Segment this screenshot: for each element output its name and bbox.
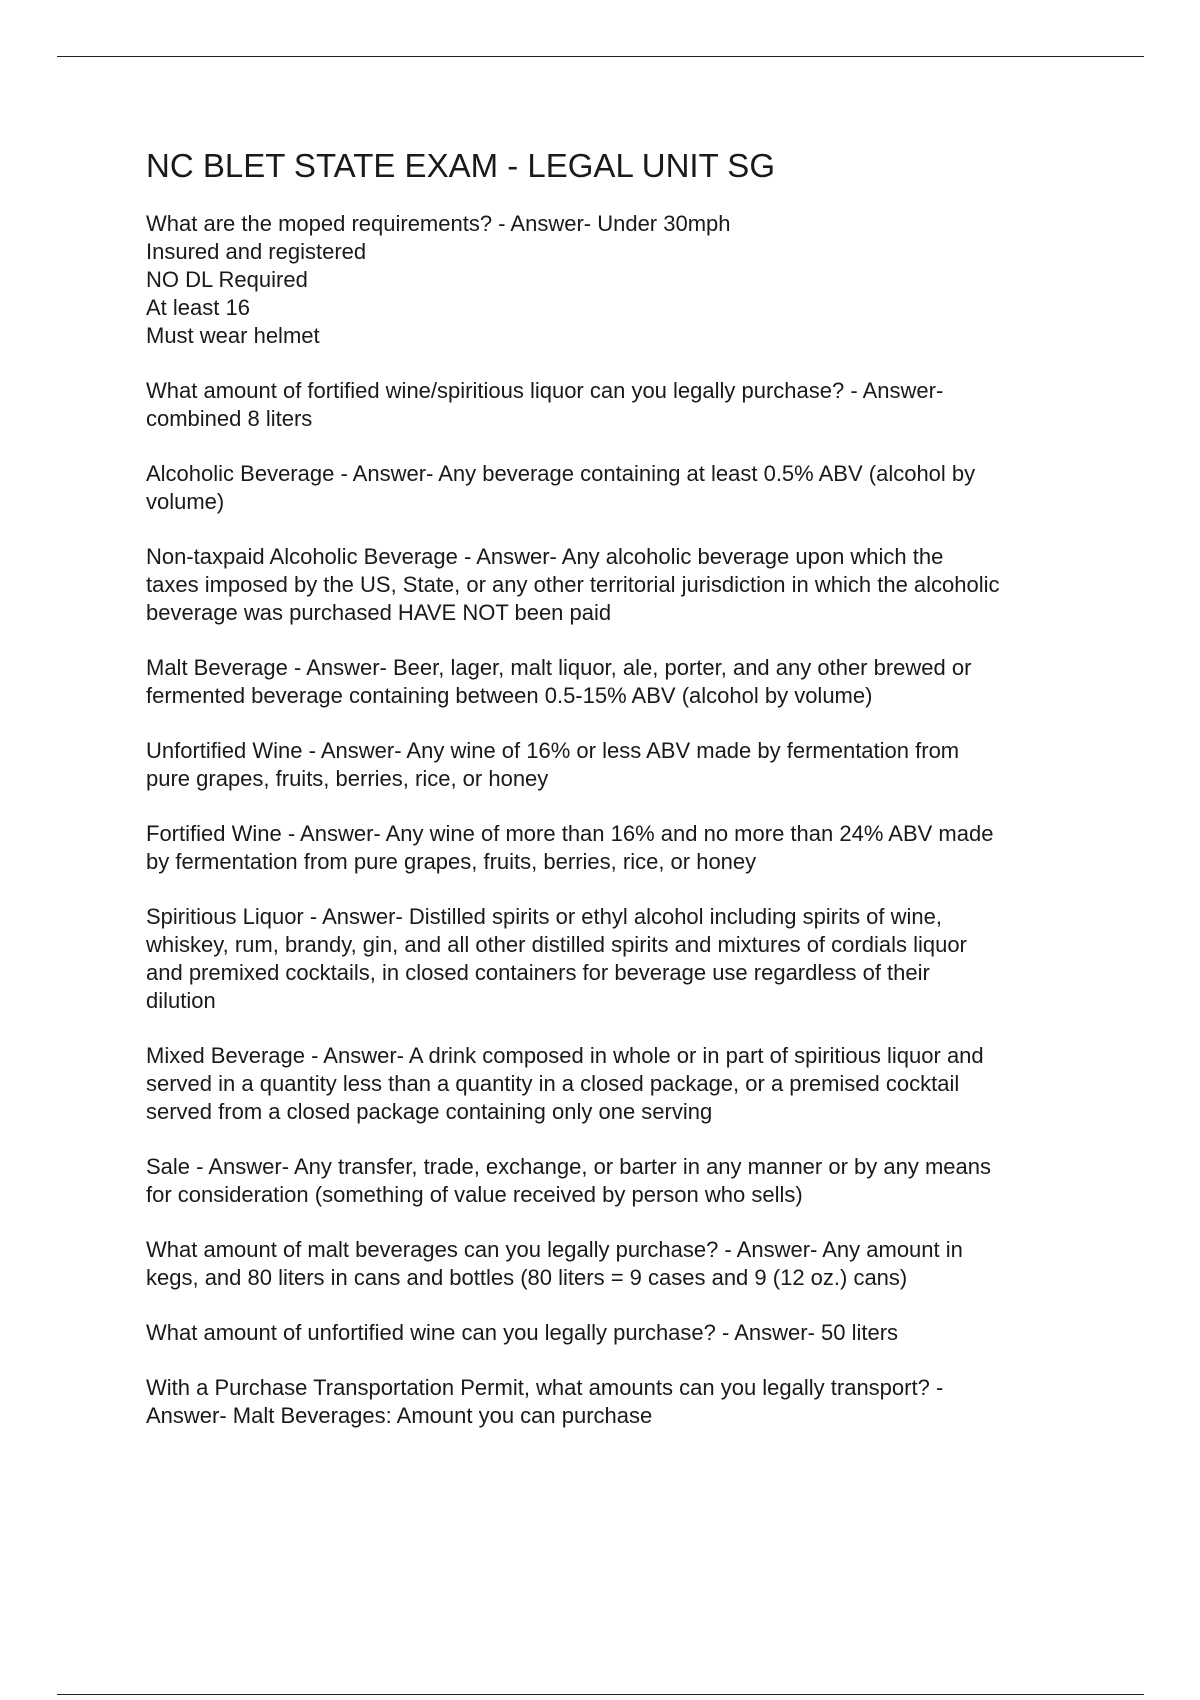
document-body <box>146 140 1096 1457</box>
entry-moped-requirements: What are the moped requirements? - Answer- Under 30mph Insured and registered NO DL Required At least 16 Must wear helmet <box>146 211 731 348</box>
entry-malt-beverage: Malt Beverage - Answer- Beer, lager, malt liquor, ale, porter, and any other brewed or fermented beverage containing between 0.5-15% ABV (alcohol by volume) <box>146 655 972 708</box>
entry-fortified-wine: Fortified Wine - Answer- Any wine of more than 16% and no more than 24% ABV made by fermentation from pure grapes, fruits, berries, rice, or honey <box>146 821 994 874</box>
entry-mixed-beverage: Mixed Beverage - Answer- A drink composed in whole or in part of spiritious liquor and served in a quantity less than a quantity in a closed package, or a premised cocktail served from a closed package containing only one serving <box>146 1043 984 1124</box>
entry-unfortified-wine-purchase-amount: What amount of unfortified wine can you legally purchase? - Answer- 50 liters <box>146 1320 899 1345</box>
entry-alcoholic-beverage: Alcoholic Beverage - Answer- Any beverage containing at least 0.5% ABV (alcohol by volume) <box>146 461 976 514</box>
entry-non-taxpaid-alcoholic-beverage: Non-taxpaid Alcoholic Beverage - Answer- Any alcoholic beverage upon which the taxes imposed by the US, State, or any other territorial jurisdiction in which the alcoholic beverage was purchased HAVE NOT been paid <box>146 544 1000 625</box>
entry-unfortified-wine: Unfortified Wine - Answer- Any wine of 16% or less ABV made by fermentation from pure grapes, fruits, berries, rice, or honey <box>146 738 960 791</box>
page-title: NC BLET STATE EXAM - LEGAL UNIT SG <box>146 147 775 184</box>
entry-fortified-wine-purchase-amount: What amount of fortified wine/spiritious liquor can you legally purchase? - Answer- combined 8 liters <box>146 378 944 431</box>
entry-purchase-transportation-permit: With a Purchase Transportation Permit, what amounts can you legally transport? - Answer- Malt Beverages: Amount you can purchase <box>146 1375 944 1428</box>
top-divider <box>57 56 1144 57</box>
bottom-divider <box>57 1694 1144 1695</box>
entry-malt-beverage-purchase-amount: What amount of malt beverages can you legally purchase? - Answer- Any amount in kegs, and 80 liters in cans and bottles (80 liters = 9 cases and 9 (12 oz.) cans) <box>146 1237 963 1290</box>
entry-sale: Sale - Answer- Any transfer, trade, exchange, or barter in any manner or by any means for consideration (something of value received by person who sells) <box>146 1154 991 1207</box>
entry-spiritious-liquor: Spiritious Liquor - Answer- Distilled spirits or ethyl alcohol including spirits of wine, whiskey, rum, brandy, gin, and all other distilled spirits and mixtures of cordials liquor and premixed cocktails, in closed containers for beverage use regardless of their dilution <box>146 904 967 1013</box>
